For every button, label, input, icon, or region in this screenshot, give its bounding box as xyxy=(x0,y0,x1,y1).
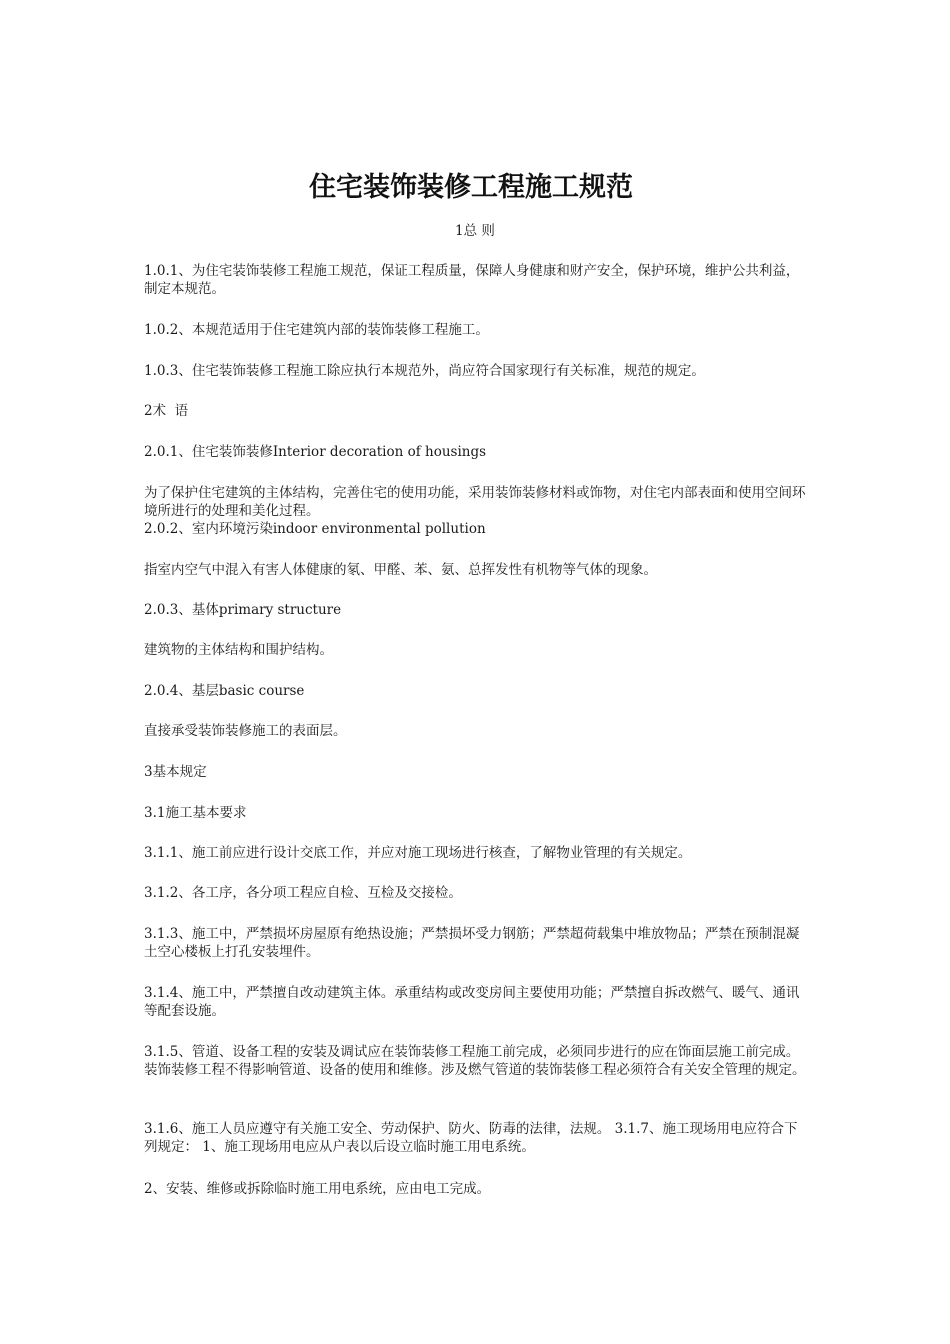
clause-3-1-4: 3.1.4、施工中，严禁擅自改动建筑主体。承重结构或改变房间主要使用功能；严禁擅自拆改燃气、暖气、通讯等配套设施。 xyxy=(144,985,800,1019)
clause-3-1-5: 3.1.5、管道、设备工程的安装及调试应在装饰装修工程施工前完成，必须同步进行的应在饰面层施工前完成。装饰装修工程不得影响管道、设备的使用和维修。涉及燃气管道的装饰装修工程必须符合有关安全管理的规定。 xyxy=(144,1044,806,1078)
clause-3-1-2: 3.1.2、各工序，各分项工程应自检、互检及交接检。 xyxy=(144,885,462,901)
definition-2-0-2: 指室内空气中混入有害人体健康的氡、甲醛、苯、氨、总挥发性有机物等气体的现象。 xyxy=(144,562,657,578)
chapter-2-heading: 2术 语 xyxy=(144,403,189,419)
definition-2-0-1: 为了保护住宅建筑的主体结构，完善住宅的使用功能，采用装饰装修材料或饰物，对住宅内部表面和使用空间环境所进行的处理和美化过程。 xyxy=(144,485,806,519)
clause-3-1-1: 3.1.1、施工前应进行设计交底工作，并应对施工现场进行核查，了解物业管理的有关规定。 xyxy=(144,845,692,861)
clause-1-0-2: 1.0.2、本规范适用于住宅建筑内部的装饰装修工程施工。 xyxy=(144,322,489,338)
definition-2-0-3: 建筑物的主体结构和围护结构。 xyxy=(144,642,333,658)
list-item-2: 2、安装、维修或拆除临时施工用电系统，应由电工完成。 xyxy=(144,1181,491,1197)
term-2-0-4: 2.0.4、基层basic course xyxy=(144,683,305,699)
chapter-3-heading: 3基本规定 xyxy=(144,764,207,780)
chapter-1-heading: 1总 则 xyxy=(455,223,495,239)
clause-1-0-3: 1.0.3、住宅装饰装修工程施工除应执行本规范外，尚应符合国家现行有关标准，规范的规定。 xyxy=(144,363,705,379)
section-3-1-heading: 3.1施工基本要求 xyxy=(144,805,247,821)
definition-2-0-4: 直接承受装饰装修施工的表面层。 xyxy=(144,723,347,739)
term-2-0-3: 2.0.3、基体primary structure xyxy=(144,602,342,618)
clause-3-1-3: 3.1.3、施工中，严禁损坏房屋原有绝热设施；严禁损坏受力钢筋；严禁超荷载集中堆放物品；严禁在预制混凝土空心楼板上打孔安装埋件。 xyxy=(144,926,800,960)
clause-3-1-6: 3.1.6、施工人员应遵守有关施工安全、劳动保护、防火、防毒的法律，法规。 3.1.7、施工现场用电应符合下列规定： 1、施工现场用电应从户表以后设立临时施工用电系统。 xyxy=(144,1121,798,1155)
clause-1-0-1: 1.0.1、为住宅装饰装修工程施工规范，保证工程质量，保障人身健康和财产安全，保护环境，维护公共利益，制定本规范。 xyxy=(144,263,800,297)
document-title: 住宅装饰装修工程施工规范 xyxy=(309,172,633,203)
term-2-0-2: 2.0.2、室内环境污染indoor environmental pollution xyxy=(144,521,486,537)
term-2-0-1: 2.0.1、住宅装饰装修Interior decoration of housings xyxy=(144,444,487,460)
